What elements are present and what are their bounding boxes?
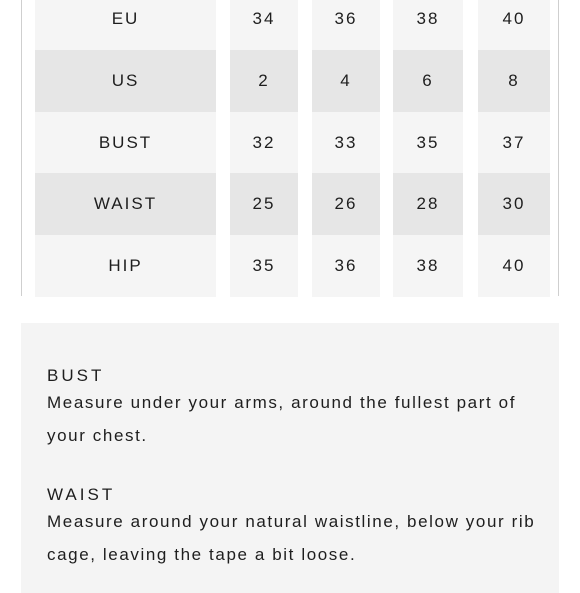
size-cell: 8: [478, 50, 550, 112]
size-cell: 38: [393, 235, 463, 297]
measurement-guide: [21, 323, 559, 593]
size-cell: 33: [312, 112, 380, 174]
waist-instructions: Measure around your natural waistline, below your rib cage, leaving the tape a bit loose.: [47, 512, 536, 564]
bust-heading: BUST: [47, 366, 105, 385]
size-cell: 4: [312, 50, 380, 112]
table-row-eu: [0, 0, 580, 50]
table-row-waist: [0, 173, 580, 235]
size-cell: 6: [393, 50, 463, 112]
size-cell: 40: [478, 235, 550, 297]
bust-instructions: Measure under your arms, around the fullest part of your chest.: [47, 393, 517, 445]
size-cell: 34: [230, 0, 298, 50]
size-chart-table: [0, 0, 580, 296]
size-cell: 36: [312, 235, 380, 297]
row-label: US: [35, 50, 216, 112]
size-cell: 2: [230, 50, 298, 112]
size-cell: 35: [393, 112, 463, 174]
table-row-us: [0, 50, 580, 112]
size-cell: 36: [312, 0, 380, 50]
waist-heading: WAIST: [47, 485, 116, 504]
size-cell: 38: [393, 0, 463, 50]
size-cell: 40: [478, 0, 550, 50]
size-cell: 28: [393, 173, 463, 235]
row-label: EU: [35, 0, 216, 50]
table-row-hip: [0, 235, 580, 297]
size-cell: 30: [478, 173, 550, 235]
size-cell: 32: [230, 112, 298, 174]
size-cell: 37: [478, 112, 550, 174]
size-cell: 25: [230, 173, 298, 235]
size-cell: 26: [312, 173, 380, 235]
row-label: BUST: [35, 112, 216, 174]
table-row-bust: [0, 112, 580, 174]
size-cell: 35: [230, 235, 298, 297]
row-label: WAIST: [35, 173, 216, 235]
row-label: HIP: [35, 235, 216, 297]
